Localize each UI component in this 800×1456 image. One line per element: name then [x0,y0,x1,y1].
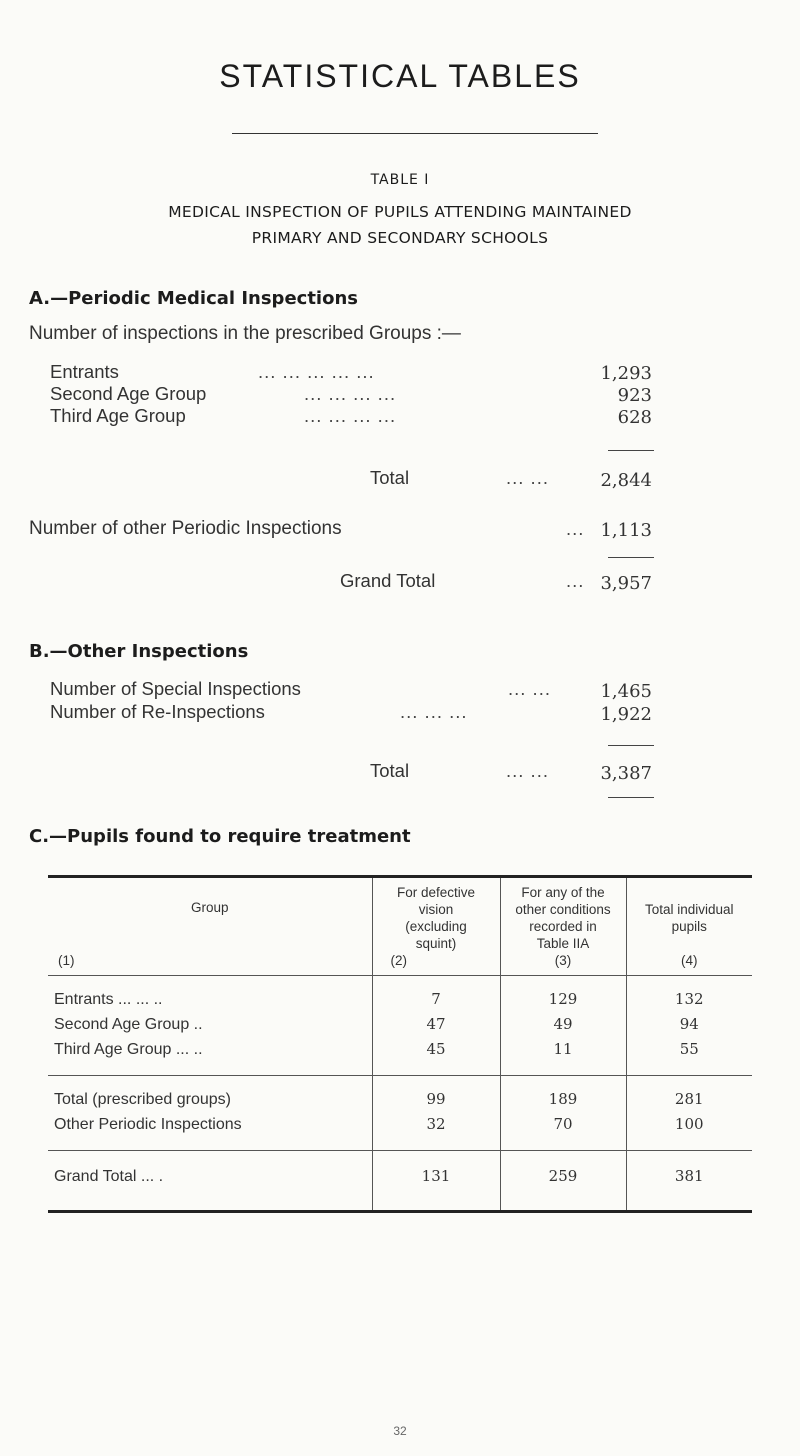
total-value: 2,844 [600,470,652,491]
table-cell: 99 [372,1076,500,1113]
table-cell: 94 [626,1012,752,1037]
other-periodic-label: Number of other Periodic Inspections [29,518,342,539]
table-cell: Second Age Group .. [54,1016,203,1033]
other-periodic-dots: ... [566,518,585,539]
table-cell: 7 [372,976,500,1013]
total-dots: ... ... [506,467,549,488]
table-cell: Grand Total ... . [48,1151,372,1212]
sum-line [608,797,654,798]
row-second-age-dots: ... ... ... ... [304,383,397,404]
table-header-row [48,877,752,976]
row-third-age-label: Third Age Group [50,405,186,426]
table-row [48,1076,752,1113]
table-row [48,1112,752,1151]
table-cell: 132 [626,976,752,1013]
table-cell: 55 [626,1037,752,1076]
section-c-heading: C.—Pupils found to require treatment [29,826,411,847]
table-number: TABLE I [370,172,430,188]
table-cell: Total (prescribed groups) [48,1076,372,1113]
column-header: For any of the other conditions recorded in Table IIA (3) [500,877,626,976]
row-entrants-dots: ... ... ... ... ... [258,361,375,382]
total-label: Total [370,467,410,488]
grand-total-label: Grand Total [340,570,436,591]
table-cell: 32 [372,1112,500,1151]
b-total-label: Total [370,760,410,781]
table-cell: Entrants ... ... .. [54,991,163,1008]
re-inspections-dots: ... ... ... [400,701,468,722]
table-cell: 70 [500,1112,626,1151]
section-b-heading: B.—Other Inspections [29,641,249,662]
sum-line [608,745,654,746]
other-periodic-value: 1,113 [600,520,652,541]
treatment-table [48,875,752,1213]
sum-line [608,557,654,558]
table-cell: 281 [626,1076,752,1113]
sum-line [608,450,654,451]
table-cell: 129 [500,976,626,1013]
table-cell: 49 [500,1012,626,1037]
grand-total-value: 3,957 [600,573,652,594]
b-total-value: 3,387 [600,763,652,784]
b-total-dots: ... ... [506,760,549,781]
page-number: 32 [393,1424,407,1438]
table-cell: Other Periodic Inspections [54,1116,242,1133]
column-header: Group (1) [48,877,372,976]
row-second-age-value: 923 [617,385,652,406]
section-a-heading: A.—Periodic Medical Inspections [29,288,358,309]
table-row [48,976,752,1013]
table-cell: 259 [500,1151,626,1212]
special-inspections-label: Number of Special Inspections [50,678,301,699]
table-cell: 11 [500,1037,626,1076]
row-second-age-label: Second Age Group [50,383,207,404]
table-heading-line1: MEDICAL INSPECTION OF PUPILS ATTENDING MAINTAINED [168,203,632,221]
page-title: STATISTICAL TABLES [219,58,581,94]
table-row [48,1037,752,1076]
table-row [48,1012,752,1037]
special-inspections-value: 1,465 [600,681,652,702]
table-cell: 45 [372,1037,500,1076]
special-inspections-dots: ... ... [508,678,551,699]
row-third-age-value: 628 [617,407,652,428]
table-cell: 47 [372,1012,500,1037]
section-a-intro: Number of inspections in the prescribed Groups :— [29,323,461,344]
table-row [48,1151,752,1212]
table-cell: 131 [372,1151,500,1212]
re-inspections-label: Number of Re-Inspections [50,701,265,722]
re-inspections-value: 1,922 [600,704,652,725]
grand-total-dots: ... [566,570,585,591]
table-cell: 381 [626,1151,752,1212]
table-cell: 189 [500,1076,626,1113]
row-entrants-label: Entrants [50,361,119,382]
title-rule [232,133,598,134]
row-entrants-value: 1,293 [600,363,652,384]
column-header: For defective vision (excluding squint) (2) [372,877,500,976]
column-header: Total individual pupils (4) [626,877,752,976]
table-cell: 100 [626,1112,752,1151]
table-heading-line2: PRIMARY AND SECONDARY SCHOOLS [251,229,549,247]
table-cell: Third Age Group ... .. [54,1041,203,1058]
row-third-age-dots: ... ... ... ... [304,405,397,426]
